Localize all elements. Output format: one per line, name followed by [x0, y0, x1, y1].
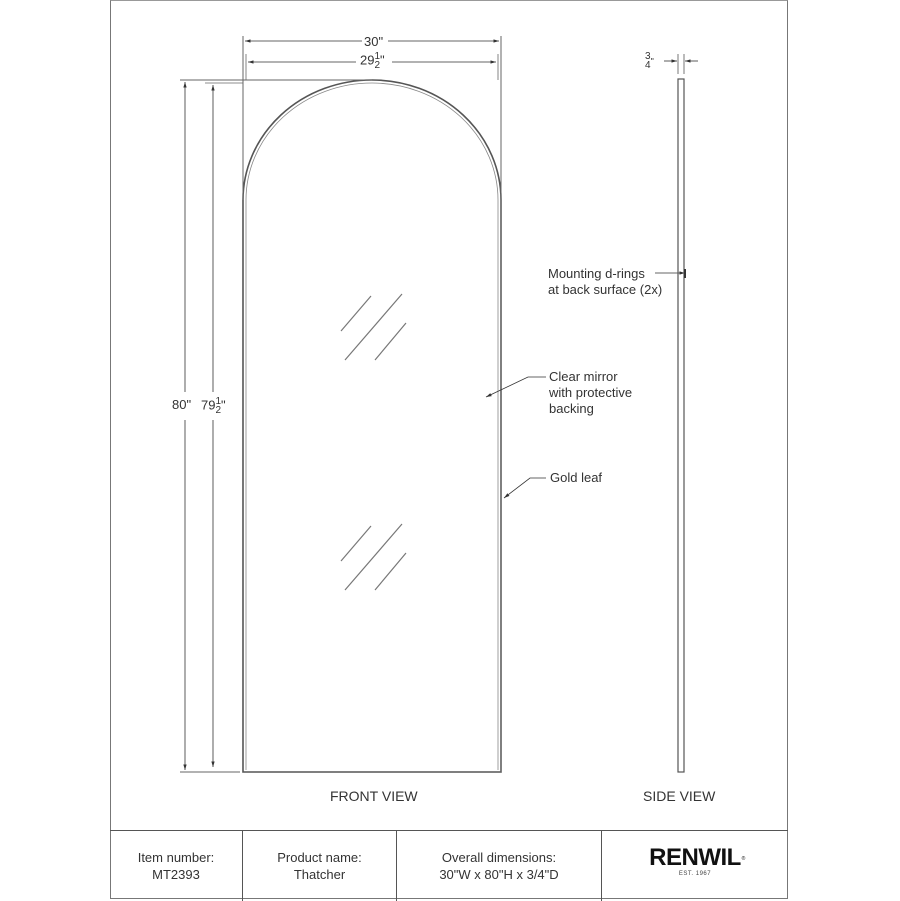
title-block: [110, 830, 788, 901]
inner-width-dim: 291 2": [360, 51, 385, 71]
side-view-profile: [678, 54, 685, 772]
d-rings-callout: Mounting d-rings at back surface (2x): [548, 266, 663, 297]
mirror-callout: Clear mirror with protective backing: [549, 369, 633, 416]
product-name-cell: Product name: Thatcher: [243, 831, 397, 901]
front-view-mirror: [180, 36, 501, 772]
product-name: Thatcher: [293, 867, 346, 882]
overall-width-dim: 30": [364, 34, 384, 49]
item-number-cell: Item number: MT2393: [110, 831, 243, 901]
dimensions-cell: Overall dimensions: 30"W x 80"H x 3/4"D: [397, 831, 602, 901]
inner-height-dim: 791 2": [201, 396, 226, 416]
brand-logo: RENWIL ® EST. 1967: [649, 844, 745, 877]
overall-height-dim: 80": [172, 397, 192, 412]
side-view-label: SIDE VIEW: [643, 788, 716, 804]
overall-dimensions: 30"W x 80"H x 3/4"D: [439, 867, 559, 882]
mirror-reflection-marks: [341, 294, 406, 590]
front-view-label: FRONT VIEW: [330, 788, 418, 804]
item-number: MT2393: [152, 867, 200, 882]
depth-dim: 3 4": [645, 51, 654, 71]
frame-finish-callout: Gold leaf: [550, 470, 603, 485]
